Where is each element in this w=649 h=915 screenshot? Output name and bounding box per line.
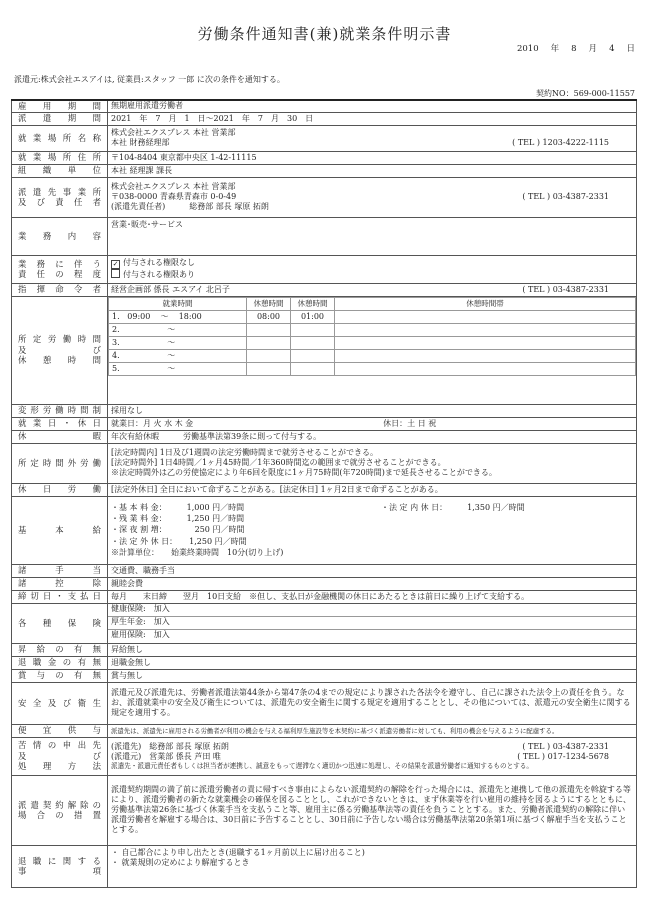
hours-no: 4. bbox=[112, 350, 120, 360]
label-safety: 安全及び衛生 bbox=[12, 682, 108, 724]
hours-row bbox=[109, 336, 636, 349]
hours-sep: 〜 bbox=[167, 337, 176, 347]
value-unit: 本社 経理課 課長 bbox=[108, 164, 637, 177]
date-day-unit: 日 bbox=[626, 44, 635, 54]
dest-tel: ( TEL ) 03-4387-2331 bbox=[522, 192, 609, 201]
hours-no: 1. bbox=[112, 311, 120, 321]
date-year: 2010 bbox=[516, 44, 539, 54]
overtime-line3: ※法定時間外は乙の労使協定により年6回を限度に1ヶ月75時間(年720時間)まで延長させることができる。 bbox=[111, 468, 497, 477]
notice-text: 派遣元:株式会社エスアイは, 従業員:スタッフ 一郎 に次の条件を通知する。 bbox=[14, 75, 285, 84]
hours-b1 bbox=[247, 362, 291, 375]
value-insurance bbox=[108, 603, 637, 643]
hours-b2 bbox=[291, 349, 335, 362]
hours-sep: 〜 bbox=[167, 350, 176, 360]
label-leave: 休暇 bbox=[12, 430, 108, 443]
workplace-line2: 本社 財務経理部 bbox=[111, 138, 170, 147]
value-termination: 派遣契約期間の満了前に派遣労働者の責に帰すべき事由によらない派遣契約の解除を行った場合には、派遣先と連携して他の派遣先を斡旋する等により、派遣労働者の新たな就業機会の確保を図ることとし、これができないときは、まず休業等を行い雇用の維持を図るようにするとともに、労働基準法第26条に基づく休業手当を支払うこと等、雇用主に係る労働基準法等の責任を負うこととする。また、労働者派遣契約の解除に伴い派遣労働者を解雇する場合は、30日前に予告することとし、30日前に予告しない場合は労働基準法第20条第1項に基づく解雇手当を支払うこととする。 bbox=[108, 775, 637, 845]
workplace-tel: ( TEL ) 1203-4222-1115 bbox=[512, 138, 609, 147]
overtime-line2: [法定時間外] 1日4時間／1ヶ月45時間／1年360時間迄の範囲まで就労させることができる。 bbox=[111, 458, 446, 467]
authority-none-checkbox[interactable]: ✓ bbox=[112, 260, 119, 268]
hours-row bbox=[109, 362, 636, 375]
date-month-unit: 月 bbox=[588, 44, 598, 54]
retirement-line2: ・ 就業規則の定めにより解雇するとき bbox=[111, 857, 250, 867]
hours-header-break: 休憩時間 bbox=[247, 297, 291, 310]
salary-legal-in: ・法 定 内 休 日： 1,350 円／時間 bbox=[381, 503, 525, 513]
label-insurance: 各種保険 bbox=[12, 603, 108, 643]
value-address: 〒104-8404 東京都中央区 1-42-11115 bbox=[108, 151, 637, 164]
hours-b1 bbox=[247, 349, 291, 362]
complaint-dest-tel: ( TEL ) 03-4387-2331 bbox=[522, 741, 609, 751]
label-allowance: 諸手当 bbox=[12, 564, 108, 577]
label-bonus: 賞与の有無 bbox=[12, 669, 108, 682]
hours-no: 5. bbox=[112, 363, 120, 373]
hours-row bbox=[109, 310, 636, 323]
label-termination bbox=[12, 775, 108, 845]
hours-no: 3. bbox=[112, 337, 120, 347]
label-workplace: 就業場所名称 bbox=[12, 125, 108, 151]
label-salary: 基本給 bbox=[12, 496, 108, 564]
hours-b1 bbox=[247, 323, 291, 336]
value-flex: 採用なし bbox=[108, 404, 637, 417]
hours-table bbox=[108, 297, 636, 388]
document-title: 労働条件通知書(兼)就業条件明示書 bbox=[197, 25, 452, 43]
hours-b2: 01:00 bbox=[291, 310, 335, 323]
label-hours-1: 所定労働時間 bbox=[18, 334, 101, 345]
hours-b1 bbox=[247, 336, 291, 349]
hours-b2 bbox=[291, 323, 335, 336]
label-workdays: 就業日・休日 bbox=[12, 417, 108, 430]
salary-night: ・深 夜 割 増： 250 円／時間 bbox=[111, 525, 245, 535]
hours-b2 bbox=[291, 336, 335, 349]
value-period-type: 無期雇用派遣労働者 bbox=[108, 100, 637, 112]
date-month: 8 bbox=[571, 44, 577, 54]
label-termination-2: 場合の措置 bbox=[18, 810, 101, 820]
complaint-dest: (派遣先) 総務部 部長 塚原 拓朗 bbox=[111, 741, 229, 751]
holidays-text: 休日：土 日 祝 bbox=[383, 418, 437, 428]
label-raise: 昇給の有無 bbox=[12, 643, 108, 656]
dest-line2: 〒038-0000 青森県青森市 0-0-49 bbox=[111, 192, 237, 201]
value-dest bbox=[108, 177, 637, 217]
value-retire-pay: 退職金無し bbox=[108, 656, 637, 669]
label-commander: 指揮命令者 bbox=[12, 283, 108, 296]
salary-overtime: ・残 業 料 金： 1,250 円／時間 bbox=[111, 514, 245, 524]
label-retirement bbox=[12, 845, 108, 887]
label-dispatch-period: 派遣期間 bbox=[12, 112, 108, 125]
hours-sep: 〜 bbox=[160, 311, 169, 321]
label-complaint-3: 処理方法 bbox=[18, 761, 101, 772]
value-allowance: 交通費、職務手当 bbox=[108, 564, 637, 577]
value-holiday-work: [法定外休日] 全日において命ずることがある。[法定休日] 1ヶ月2日まで命ずることがある。 bbox=[108, 483, 637, 496]
hours-sep: 〜 bbox=[167, 363, 176, 373]
date-year-unit: 年 bbox=[550, 44, 560, 54]
label-responsibility-2: 責任の程度 bbox=[18, 269, 101, 279]
hours-header-breakband: 休憩時間帯 bbox=[335, 297, 636, 310]
value-payday: 毎月 末日締 翌月 10日支給 ※但し、支払日が金融機関の休日にあたるときは前日に繰り上げて支給する。 bbox=[108, 590, 637, 603]
hours-no: 2. bbox=[112, 324, 120, 334]
commander-name: 経営企画部 係長 エスアイ 北呂子 bbox=[111, 284, 230, 294]
value-commander bbox=[108, 283, 637, 296]
value-welfare: 派遣先は、派遣先に雇用される労働者が利用の機会を与える福利厚生施設等を本契約に基づく派遣労働者に対しても、利用の機会を与えるように配慮する。 bbox=[108, 724, 637, 737]
complaint-method: 派遣先・派遣元責任者もしくは担当者が連携し、誠意をもって遅滞なく適切かつ迅速に処理し、その結果を派遣労働者に通知するものとする。 bbox=[111, 761, 533, 770]
value-leave: 年次有給休暇 労働基準法第39条に則って付与する。 bbox=[108, 430, 637, 443]
retirement-line1: ・ 自己都合により申し出たとき(退職する1ヶ月前以上に届け出ること) bbox=[111, 847, 365, 857]
insurance-health: 健康保険: 加入 bbox=[108, 604, 636, 617]
label-overtime: 所定時間外労働 bbox=[12, 443, 108, 483]
overtime-line1: [法定時間内] 1日及び1週間の法定労働時間まで就労させることができる。 bbox=[111, 448, 378, 457]
authority-yes-label: 付与される権限あり bbox=[123, 270, 195, 279]
workplace-line1: 株式会社エクスプレス 本社 営業部 bbox=[111, 128, 236, 137]
authority-yes-checkbox[interactable] bbox=[111, 269, 120, 278]
date-day: 4 bbox=[609, 44, 615, 54]
label-payday: 締切日・支払日 bbox=[12, 590, 108, 603]
insurance-pension: 厚生年金: 加入 bbox=[108, 617, 636, 630]
value-raise: 昇給無し bbox=[108, 643, 637, 656]
commander-tel: ( TEL ) 03-4387-2331 bbox=[522, 284, 609, 294]
label-deduction: 諸控除 bbox=[12, 577, 108, 590]
value-safety: 派遣元及び派遣先は、労働者派遣法第44条から第47条の4までの規定により課された各法令を遵守し、自己に課された法令上の責任を負う。なお、派遣就業中の安全及び衛生については、派遣先の安全衛生に関する規定を適用することとし、その他については、派遣元の安全衛生に関する規定を適用する。 bbox=[108, 682, 637, 724]
issue-date bbox=[505, 44, 635, 55]
label-complaint bbox=[12, 737, 108, 775]
label-dest-1: 派遣先事業所 bbox=[18, 186, 101, 197]
salary-legal-out: ・法 定 外 休 日： 1,250 円／時間 bbox=[111, 536, 247, 546]
label-dest-2: 及び責任者 bbox=[18, 197, 101, 207]
salary-calc: ※計算単位： 始業終業時間 10分(切り上げ) bbox=[111, 547, 284, 557]
value-responsibility bbox=[108, 255, 637, 283]
hours-sep: 〜 bbox=[167, 324, 176, 334]
label-hours-3: 休憩時間 bbox=[18, 355, 101, 366]
dest-line3: (派遣先責任者) 総務部 部長 塚原 拓朗 bbox=[111, 202, 269, 211]
workdays-text: 就業日：月 火 水 木 金 bbox=[111, 418, 194, 428]
label-dest bbox=[12, 177, 108, 217]
label-period-type: 雇用期間 bbox=[12, 100, 108, 112]
hours-b2 bbox=[291, 362, 335, 375]
label-hours-2: 及び bbox=[18, 344, 101, 355]
hours-end: 18:00 bbox=[178, 311, 202, 321]
value-deduction: 親睦会費 bbox=[108, 577, 637, 590]
value-hours bbox=[108, 296, 637, 404]
value-workplace bbox=[108, 125, 637, 151]
value-overtime bbox=[108, 443, 637, 483]
label-holiday-work: 休日労働 bbox=[12, 483, 108, 496]
complaint-origin-tel: ( TEL ) 017-1234-5678 bbox=[517, 751, 609, 761]
hours-start: 09:00 bbox=[127, 311, 151, 321]
value-duties: 営業･販売･サービス bbox=[108, 217, 637, 255]
label-flex: 変形労働時間制 bbox=[12, 404, 108, 417]
value-dispatch-period: 2021 年 7 月 1 日～2021 年 7 月 30 日 bbox=[108, 112, 637, 125]
value-workdays bbox=[108, 417, 637, 430]
label-unit: 組織単位 bbox=[12, 164, 108, 177]
label-address: 就業場所住所 bbox=[12, 151, 108, 164]
label-responsibility-1: 業務に伴う bbox=[18, 258, 101, 269]
label-termination-1: 派遣契約解除の bbox=[18, 799, 101, 810]
value-complaint bbox=[108, 737, 637, 775]
hours-row bbox=[109, 349, 636, 362]
value-retirement bbox=[108, 845, 637, 887]
label-hours bbox=[12, 296, 108, 404]
insurance-employment: 雇用保険: 加入 bbox=[111, 630, 170, 639]
salary-base: ・基 本 料 金： 1,000 円／時間 bbox=[111, 503, 245, 513]
hours-header-break2: 休憩時間 bbox=[291, 297, 335, 310]
hours-b1: 08:00 bbox=[247, 310, 291, 323]
authority-none-label: 付与される権限なし bbox=[123, 258, 195, 267]
hours-header-work: 就業時間 bbox=[109, 297, 247, 310]
label-responsibility bbox=[12, 255, 108, 283]
dest-line1: 株式会社エクスプレス 本社 営業部 bbox=[111, 182, 236, 191]
label-duties: 業務内容 bbox=[12, 217, 108, 255]
hours-row bbox=[109, 323, 636, 336]
label-welfare: 便宜供与 bbox=[12, 724, 108, 737]
label-retirement-1: 退職に関する bbox=[18, 855, 101, 866]
label-retirement-2: 事項 bbox=[18, 866, 101, 876]
value-bonus: 賞与無し bbox=[108, 669, 637, 682]
complaint-origin: (派遣元) 営業部 係長 芦田 唯 bbox=[111, 751, 221, 761]
label-retire-pay: 退職金の有無 bbox=[12, 656, 108, 669]
value-salary bbox=[108, 496, 637, 564]
label-complaint-1: 苦情の申出先 bbox=[18, 740, 101, 751]
label-complaint-2: 及び bbox=[18, 750, 101, 761]
contract-number: 契約NO：569-000-11557 bbox=[536, 89, 635, 98]
conditions-table bbox=[11, 99, 637, 888]
